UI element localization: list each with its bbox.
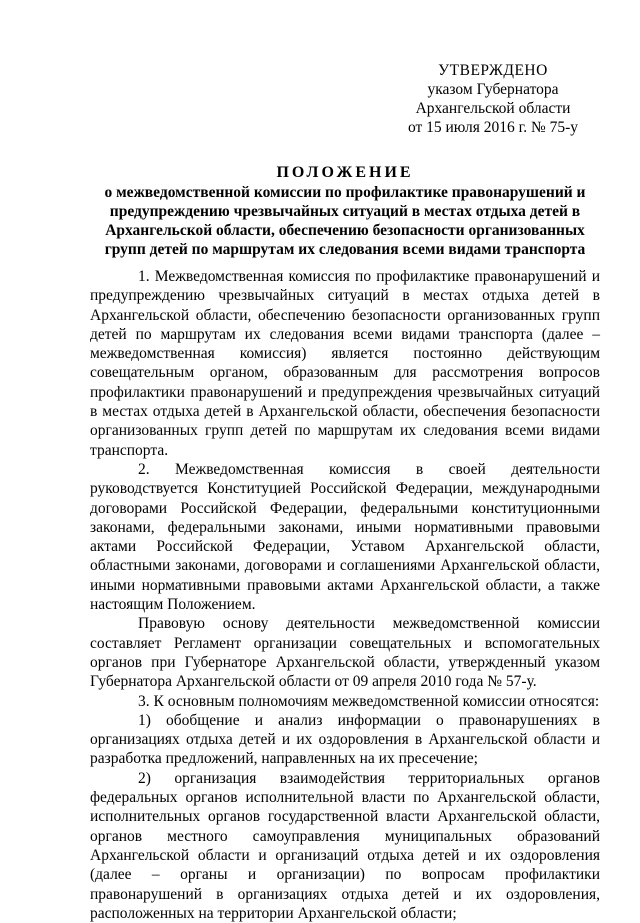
document-body [90,267,600,923]
paragraph: 1. Межведомственная комиссия по профилактике правонарушений и предупреждению чрезвычайных ситуаций в местах отдыха детей в Архангельской области, обеспечению безопасности организованных групп детей по маршрутам их следования всеми видами транспорта (далее – межведомственная комиссия) является постоянно действующим совещательным органом, образованным для рассмотрения вопросов профилактики правонарушений и предупреждения чрезвычайных ситуаций в местах отдыха детей в Архангельской области, обеспечения безопасности организованных групп детей по маршрутам их следования всеми видами транспорта. [90,268,600,459]
approval-stamp: УТВЕРЖДЕНО [438,62,548,79]
paragraph: 2) организация взаимодействия территориальных органов федеральных органов исполнительной власти по Архангельской области, исполнительных органов государственной власти Архангельской области, органов местного самоуправления муниципальных образований Архангельской области и организаций отдыха детей и их оздоровления (далее – органы и организации) по вопросам профилактики правонарушений в организациях отдыха детей и их оздоровления, расположенных на территории Архангельской области; [90,769,600,922]
approval-date-line: от 15 июля 2016 г. № 75-у [407,119,579,136]
title-subtitle: о межведомственной комиссии по профилактике правонарушений и предупреждению чрезвычайных ситуаций в местах отдыха детей в Архангельской области, обеспечению безопасности организованных групп детей по маршрутам их следования всеми видами транспорта [104,184,586,258]
paragraph: 3. К основным полномочиям межведомственной комиссии относятся: [138,692,600,710]
paragraph: 1) обобщение и анализ информации о правонарушениях в организациях отдыха детей и их оздоровления в Архангельской области и разработка предложений, направленных на их пресечение; [90,711,600,768]
approval-block [388,61,598,137]
approval-line: Архангельской области [415,100,571,117]
document-title [90,163,600,259]
paragraph: Правовую основу деятельности межведомственной комиссии составляет Регламент организации совещательных и вспомогательных органов при Губернаторе Архангельской области, утвержденный указом Губернатора Архангельской области от 09 апреля 2010 года № 57-у. [90,615,600,691]
title-heading: ПОЛОЖЕНИЕ [276,164,414,181]
paragraph: 2. Межведомственная комиссия в своей деятельности руководствуется Конституцией Российской Федерации, международными договорами Российской Федерации, федеральными конституционными законами, федеральными законами, иными нормативными правовыми актами Российской Федерации, Уставом Архангельской области, областными законами, договорами и соглашениями Архангельской области, иными нормативными правовыми актами Архангельской области, а также настоящим Положением. [90,460,600,614]
approval-line: указом Губернатора [427,81,559,98]
